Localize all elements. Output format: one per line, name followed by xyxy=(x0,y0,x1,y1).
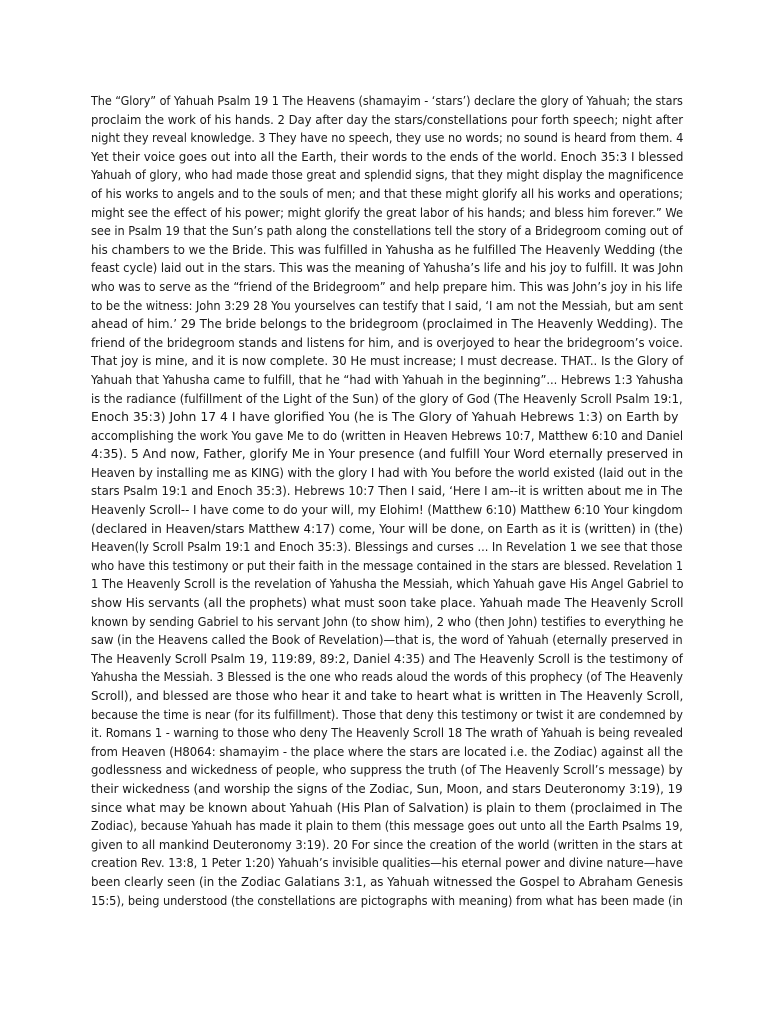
text-line: 4:35). 5 And now, Father, glorify Me in Your presence (and fulfill Your Word eternally preserved in xyxy=(91,446,684,462)
text-line: The Heavenly Scroll Psalm 19, 119:89, 89:2, Daniel 4:35) and The Heavenly Scroll is the testimony of xyxy=(91,650,683,666)
text-line: godlessness and wickedness of people, who suppress the truth (of The Heavenly Scroll’s message) by xyxy=(91,762,683,778)
text-line: see in Psalm 19 that the Sun’s path along the constellations tell the story of a Bridegroom coming out of xyxy=(91,223,683,239)
text-line: who was to serve as the “friend of the Bridegroom” and help prepare him. This was John’s joy in his life xyxy=(91,278,683,294)
text-line: ahead of him.’ 29 The bride belongs to the bridegroom (proclaimed in The Heavenly Wedding). The xyxy=(91,316,684,332)
text-line: Enoch 35:3) John 17 4 I have glorified You (he is The Glory of Yahuah Hebrews 1:3) on Earth by xyxy=(91,409,679,425)
text-line: 1 The Heavenly Scroll is the revelation of Yahusha the Messiah, which Yahuah gave His Angel Gabriel to xyxy=(91,576,684,592)
text-line: is the radiance (fulfillment of the Light of the Sun) of the glory of God (The Heavenly Scroll Psalm 19:1, xyxy=(91,390,683,406)
text-line: The “Glory” of Yahuah Psalm 19 1 The Heavens (shamayim - ‘stars’) declare the glory of Yahuah; the stars xyxy=(91,93,683,108)
text-line: Heaven(ly Scroll Psalm 19:1 and Enoch 35:3). Blessings and curses ... In Revelation 1 we see that those xyxy=(91,539,683,555)
text-line: proclaim the work of his hands. 2 Day after day the stars/constellations pour forth speech; night after xyxy=(91,111,684,127)
text-line: Yahuah that Yahusha came to fulfill, that he “had with Yahuah in the beginning”... Hebrews 1:3 Yahusha xyxy=(91,371,684,387)
text-line: been clearly seen (in the Zodiac Galatians 3:1, as Yahuah witnessed the Gospel to Abraham Genesis xyxy=(91,873,683,889)
text-line: known by sending Gabriel to his servant John (to show him), 2 who (then John) testifies to everything he xyxy=(91,613,684,629)
text-line: Heavenly Scroll-- I have come to do your will, my Elohim! (Matthew 6:10) Matthew 6:10 Your kingdom xyxy=(91,502,683,518)
text-line: feast cycle) laid out in the stars. This was the meaning of Yahusha’s life and his joy to fulfill. It was John xyxy=(91,260,684,276)
text-line: show His servants (all the prophets) what must soon take place. Yahuah made The Heavenly Scroll xyxy=(91,595,684,611)
text-line: given to all mankind Deuteronomy 3:19). 20 For since the creation of the world (written in the stars at xyxy=(91,836,683,852)
text-line: Heaven by installing me as KING) with the glory I had with You before the world existed (laid out in the xyxy=(91,464,683,480)
text-line: friend of the bridegroom stands and listens for him, and is overjoyed to hear the bridegroom’s voice. xyxy=(91,334,683,350)
text-line: from Heaven (H8064: shamayim - the place where the stars are located i.e. the Zodiac) against all the xyxy=(91,743,684,759)
text-line: creation Rev. 13:8, 1 Peter 1:20) Yahuah’s invisible qualities—his eternal power and divine nature—have xyxy=(91,855,683,871)
text-line: Scroll), and blessed are those who hear it and take to heart what is written in The Heavenly Scroll, xyxy=(91,688,684,703)
text-line: to be the witness: John 3:29 28 You yourselves can testify that I said, ‘I am not the Messiah, but am sent xyxy=(91,297,684,313)
text-line: since what may be known about Yahuah (His Plan of Salvation) is plain to them (proclaimed in The xyxy=(91,799,683,815)
body-text xyxy=(91,92,683,910)
text-line: might see the effect of his power; might glorify the great labor of his hands; and bless him forever.” We xyxy=(91,204,684,220)
text-line: Yahusha the Messiah. 3 Blessed is the one who reads aloud the words of this prophecy (of The Heavenly xyxy=(91,669,683,685)
text-line: That joy is mine, and it is now complete. 30 He must increase; I must decrease. THAT.. Is the Glory of xyxy=(91,353,684,369)
text-line: (declared in Heaven/stars Matthew 4:17) come, Your will be done, on Earth as it is (written) in (the) xyxy=(91,520,684,536)
text-line: because the time is near (for its fulfillment). Those that deny this testimony or twist it are condemned by xyxy=(91,706,683,722)
text-line: Yet their voice goes out into all the Earth, their words to the ends of the world. Enoch 35:3 I blessed xyxy=(91,148,684,164)
text-line: night they reveal knowledge. 3 They have no speech, they use no words; no sound is heard from them. 4 xyxy=(91,130,684,146)
text-line: 15:5), being understood (the constellations are pictographs with meaning) from what has been made (in xyxy=(91,892,683,908)
text-line: their wickedness (and worship the signs of the Zodiac, Sun, Moon, and stars Deuteronomy 3:19), 19 xyxy=(91,780,683,796)
text-line: Yahuah of glory, who had made those great and splendid signs, that they might display the magnificence xyxy=(91,167,684,183)
text-line: it. Romans 1 - warning to those who deny The Heavenly Scroll 18 The wrath of Yahuah is being revealed xyxy=(91,725,683,741)
text-line: his chambers to we the Bride. This was fulfilled in Yahusha as he fulfilled The Heavenly Wedding (the xyxy=(91,241,683,257)
text-line: of his works to angels and to the souls of men; and that these might glorify all his works and operations; xyxy=(91,185,683,201)
text-line: Zodiac), because Yahuah has made it plain to them (this message goes out unto all the Earth Psalms 19, xyxy=(91,818,683,834)
text-line: saw (in the Heavens called the Book of Revelation)—that is, the word of Yahuah (eternally preserved in xyxy=(91,632,683,648)
text-line: who have this testimony or put their faith in the message contained in the stars are blessed. Revelation 1 xyxy=(91,557,684,573)
text-line: stars Psalm 19:1 and Enoch 35:3). Hebrews 10:7 Then I said, ‘Here I am--it is written about me in The xyxy=(91,483,683,499)
text-line: accomplishing the work You gave Me to do (written in Heaven Hebrews 10:7, Matthew 6:10 and Daniel xyxy=(91,427,684,443)
